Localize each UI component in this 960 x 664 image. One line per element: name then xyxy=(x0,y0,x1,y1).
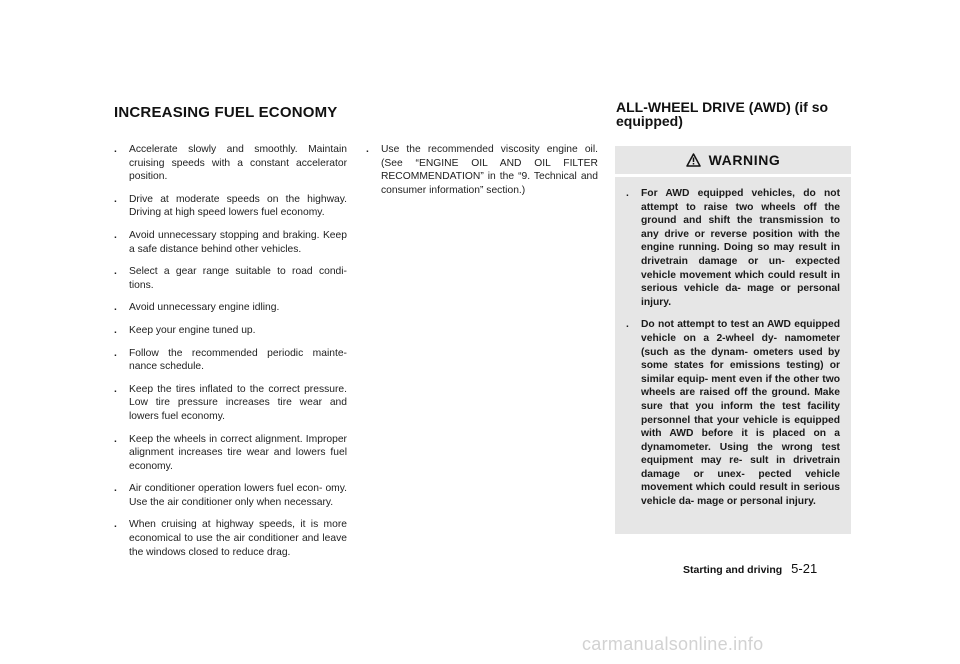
page-footer xyxy=(683,561,817,576)
bullet-marker: . xyxy=(114,302,117,314)
bullet-marker: . xyxy=(114,519,117,531)
bullet-marker: . xyxy=(114,383,117,395)
page-number: 5-21 xyxy=(791,561,818,576)
watermark: carmanualsonline.info xyxy=(582,634,764,654)
section-heading-fuel-economy: INCREASING FUEL ECONOMY xyxy=(114,104,338,121)
warning-item-text: Do not attempt to test an AWD equipped vehicle on a 2-wheel dy- namometer (such as the dynam- ometers used by some states for emissions testing) or similar equip- ment even if the other two wheels are raised off the ground. Make sure that you inform the test facility personnel that your vehicle is equipped with AWD before it is placed on a dynamometer. Using the wrong test equipment may re- sult in drivetrain damage or unex- pected vehicle movement which could result in serious vehicle da- mage or personal injury. xyxy=(641,319,840,508)
list-item-text: Avoid unnecessary stopping and braking. Keep a safe distance behind other vehicles. xyxy=(129,229,347,255)
list-item xyxy=(114,482,347,509)
bullet-marker: . xyxy=(114,483,117,495)
list-item xyxy=(114,347,347,374)
footer-section-title: Starting and driving xyxy=(683,564,783,576)
list-item-text: Follow the recommended periodic mainte- nance schedule. xyxy=(129,347,347,373)
warning-item-text: For AWD equipped vehicles, do not attempt to raise two wheels off the ground and shift the transmission to any drive or reverse position with the engine running. Doing so may result in drivetrain damage or un- expected vehicle movement which could result in serious vehicle da- mage or personal injury. xyxy=(641,188,840,308)
bullet-marker: . xyxy=(366,144,369,155)
list-item xyxy=(114,229,347,256)
warning-header xyxy=(615,146,851,177)
warning-triangle-icon xyxy=(686,153,701,167)
list-item xyxy=(114,383,347,424)
warning-item xyxy=(626,318,840,508)
list-item-text: Drive at moderate speeds on the highway. Driving at high speed lowers fuel economy. xyxy=(129,193,347,219)
fuel-economy-list xyxy=(114,143,347,568)
bullet-marker: . xyxy=(626,188,629,199)
list-item-text: Keep your engine tuned up. xyxy=(129,324,256,336)
list-item xyxy=(114,301,347,315)
bullet-marker: . xyxy=(114,347,117,359)
bullet-marker: . xyxy=(114,266,117,278)
engine-oil-list xyxy=(366,143,598,206)
list-item xyxy=(366,143,598,197)
bullet-marker: . xyxy=(114,324,117,336)
bullet-marker: . xyxy=(114,193,117,205)
bullet-marker: . xyxy=(114,433,117,445)
list-item xyxy=(114,265,347,292)
warning-item xyxy=(626,187,840,309)
list-item-text: Accelerate slowly and smoothly. Maintain cruising speeds with a constant accelerator position. xyxy=(129,144,347,183)
list-item xyxy=(114,143,347,184)
section-heading-awd: ALL-WHEEL DRIVE (AWD) (if so equipped) xyxy=(616,99,829,129)
list-item-text: Use the recommended viscosity engine oil. (See “ENGINE OIL AND OIL FILTER RECOMMENDATION” in the “9. Technical and consumer information” section.) xyxy=(381,144,598,196)
warning-title: WARNING xyxy=(708,152,781,168)
bullet-marker: . xyxy=(114,144,117,155)
list-item-text: Keep the wheels in correct alignment. Improper alignment increases tire wear and lowers fuel economy. xyxy=(129,433,347,472)
list-item xyxy=(114,518,347,559)
list-item xyxy=(114,433,347,474)
list-item-text: Select a gear range suitable to road condi- tions. xyxy=(129,266,347,291)
list-item-text: Keep the tires inflated to the correct pressure. Low tire pressure increases tire wear and lowers fuel economy. xyxy=(129,383,347,422)
warning-box xyxy=(615,146,851,534)
bullet-marker: . xyxy=(114,229,117,241)
list-item xyxy=(114,193,347,220)
list-item-text: When cruising at highway speeds, it is more economical to use the air conditioner and leave the windows closed to reduce drag. xyxy=(129,519,347,558)
list-item-text: Avoid unnecessary engine idling. xyxy=(129,302,280,314)
list-item xyxy=(114,324,347,338)
bullet-marker: . xyxy=(626,319,629,331)
warning-body xyxy=(615,177,851,509)
list-item-text: Air conditioner operation lowers fuel econ- omy. Use the air conditioner only when necessary. xyxy=(129,483,347,508)
